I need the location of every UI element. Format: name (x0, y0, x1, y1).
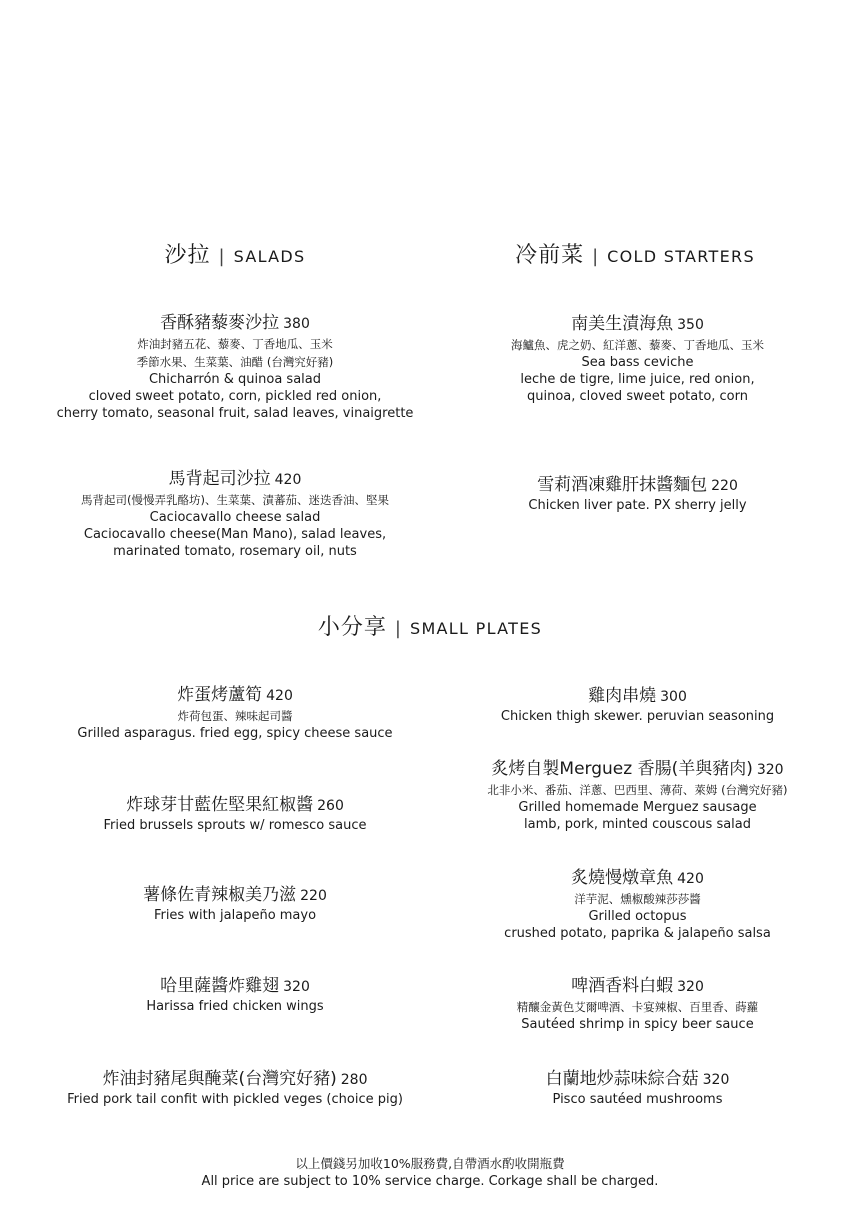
menu-item-name: 炙烤自製Merguez 香腸(羊與豬肉) (491, 759, 753, 779)
menu-item-desc-en: Fries with jalapeño mayo (153, 908, 317, 923)
menu-item-desc-en: leche de tigre, lime juice, red onion, (520, 372, 755, 387)
service-charge-notice (80, 1155, 780, 1190)
menu-item (40, 884, 430, 924)
heading-separator: | (592, 246, 600, 267)
menu-item-desc-en: Chicharrón & quinoa salad (148, 372, 321, 387)
menu-item-desc-en: Pisco sautéed mushrooms (552, 1092, 723, 1107)
service-charge-en: All price are subject to 10% service charge. Corkage shall be charged. (201, 1174, 659, 1189)
menu-item-desc-en: Harissa fried chicken wings (146, 999, 324, 1014)
menu-item (450, 975, 825, 1033)
menu-item (40, 468, 430, 560)
menu-item-price: 320 (677, 979, 704, 995)
menu-item-name: 香酥豬藜麥沙拉 (160, 313, 280, 333)
small-plates-heading-zh: 小分享 (317, 615, 387, 640)
menu-item-title (40, 975, 430, 998)
menu-item-title (40, 468, 430, 491)
menu-item-price: 380 (283, 316, 310, 332)
small-plates-heading (270, 610, 590, 641)
menu-item-name: 啤酒香料白蝦 (571, 976, 674, 996)
salads-heading-zh: 沙拉 (164, 243, 211, 268)
menu-item (40, 1068, 430, 1108)
menu-item (450, 1068, 825, 1108)
menu-item-desc-en: Fried pork tail confit with pickled veges (choice pig) (67, 1092, 403, 1107)
menu-item-price: 420 (677, 871, 704, 887)
menu-item-price: 300 (660, 689, 687, 705)
menu-item (450, 867, 825, 942)
menu-item-desc-en: Grilled octopus (588, 909, 687, 924)
menu-item-title (450, 758, 825, 781)
menu-item-desc-en: Chicken thigh skewer. peruvian seasoning (500, 709, 775, 724)
menu-item-price: 260 (317, 798, 344, 814)
small-plates-heading-en: SMALL PLATES (410, 619, 543, 638)
menu-item-title (40, 884, 430, 907)
menu-item-price: 420 (266, 688, 293, 704)
menu-item (450, 474, 825, 514)
menu-item-name: 馬背起司沙拉 (168, 469, 271, 489)
cold-starters-heading (480, 238, 790, 269)
menu-item-desc-zh: 炸荷包蛋、辣味起司醬 (177, 709, 293, 723)
menu-item-title (450, 685, 825, 708)
menu-item-name: 白蘭地炒蒜味綜合菇 (545, 1069, 699, 1089)
menu-item-desc-en: Fried brussels sprouts w/ romesco sauce (103, 818, 367, 833)
menu-item-title (40, 794, 430, 817)
menu-item-desc-en: quinoa, cloved sweet potato, corn (527, 389, 748, 404)
menu-item-desc-zh: 炸油封豬五花、藜麥、丁香地瓜、玉米 (137, 337, 333, 351)
menu-item-name: 薯條佐青辣椒美乃滋 (143, 885, 297, 905)
menu-item (450, 685, 825, 725)
menu-item-price: 420 (274, 472, 302, 488)
menu-item-desc-en: crushed potato, paprika & jalapeño salsa (504, 926, 771, 941)
menu-item-desc-en: cherry tomato, seasonal fruit, salad leaves, vinaigrette (56, 406, 414, 421)
salads-heading-en: SALADS (233, 247, 306, 266)
menu-item-title (450, 1068, 825, 1091)
menu-item-desc-en: Chicken liver pate. PX sherry jelly (528, 498, 747, 513)
menu-item-name: 炸球芽甘藍佐堅果紅椒醬 (126, 795, 314, 815)
menu-item-desc-en: Sea bass ceviche (581, 355, 694, 370)
cold-starters-heading-en: COLD STARTERS (607, 247, 755, 266)
menu-item-desc-en: cloved sweet potato, corn, pickled red onion, (88, 389, 382, 404)
menu-item-name: 雞肉串燒 (588, 686, 657, 706)
menu-item (450, 313, 825, 405)
menu-item-desc-zh: 精釀金黃色艾爾啤酒、卡宴辣椒、百里香、蒔蘿 (516, 1000, 759, 1014)
menu-item-price: 320 (702, 1072, 730, 1088)
salads-heading (100, 238, 370, 269)
menu-item-desc-en: Grilled homemade Merguez sausage (518, 800, 757, 815)
heading-separator: | (394, 618, 402, 639)
menu-item-title (450, 975, 825, 998)
menu-item (40, 684, 430, 742)
menu-item-desc-zh: 馬背起司(慢慢弄乳酪坊)、生菜葉、漬蕃茄、迷迭香油、堅果 (81, 493, 389, 507)
menu-item-name: 炸蛋烤蘆筍 (177, 685, 263, 705)
service-charge-zh: 以上價錢另加收10%服務費,自帶酒水酌收開瓶費 (295, 1156, 565, 1171)
menu-item (40, 975, 430, 1015)
cold-starters-heading-zh: 冷前菜 (515, 243, 585, 268)
menu-item-title (450, 474, 825, 497)
menu-item (40, 312, 430, 422)
menu-item-price: 350 (677, 317, 704, 333)
menu-item-title (450, 867, 825, 890)
menu-item-desc-en: Sautéed shrimp in spicy beer sauce (521, 1017, 754, 1032)
menu-item-desc-en: lamb, pork, minted couscous salad (523, 817, 752, 832)
heading-separator: | (218, 246, 226, 267)
menu-item-price: 320 (283, 979, 310, 995)
menu-item-desc-en: Caciocavallo cheese salad (149, 510, 321, 525)
menu-item-desc-en: Grilled asparagus. fried egg, spicy cheese sauce (77, 726, 393, 741)
menu-item-desc-zh: 北非小米、番茄、洋蔥、巴西里、薄荷、萊姆 (台灣究好豬) (487, 783, 788, 797)
menu-item (40, 794, 430, 834)
menu-item-title (450, 313, 825, 336)
menu-item-title (40, 1068, 430, 1091)
menu-item-name: 雪莉酒凍雞肝抹醬麵包 (537, 475, 708, 495)
menu-item-title (40, 312, 430, 335)
menu-item-price: 220 (300, 888, 327, 904)
menu-item-name: 炙燒慢燉章魚 (571, 868, 674, 888)
menu-item-desc-en: marinated tomato, rosemary oil, nuts (113, 544, 357, 559)
menu-item-name: 哈里薩醬炸雞翅 (160, 976, 280, 996)
menu-item-desc-zh: 季節水果、生菜葉、油醋 (台灣究好豬) (136, 355, 334, 369)
menu-item-desc-zh: 洋芋泥、燻椒酸辣莎莎醬 (574, 892, 701, 906)
menu-item-name: 南美生漬海魚 (571, 314, 674, 334)
menu-item-title (40, 684, 430, 707)
menu-item-desc-en: Caciocavallo cheese(Man Mano), salad leaves, (83, 527, 387, 542)
menu-item-price: 280 (340, 1072, 368, 1088)
menu-item-price: 220 (711, 478, 738, 494)
menu-item (450, 758, 825, 833)
menu-item-name: 炸油封豬尾與醃菜(台灣究好豬) (102, 1069, 337, 1089)
menu-item-desc-zh: 海鱸魚、虎之奶、紅洋蔥、藜麥、丁香地瓜、玉米 (511, 338, 764, 352)
menu-item-price: 320 (756, 762, 784, 778)
